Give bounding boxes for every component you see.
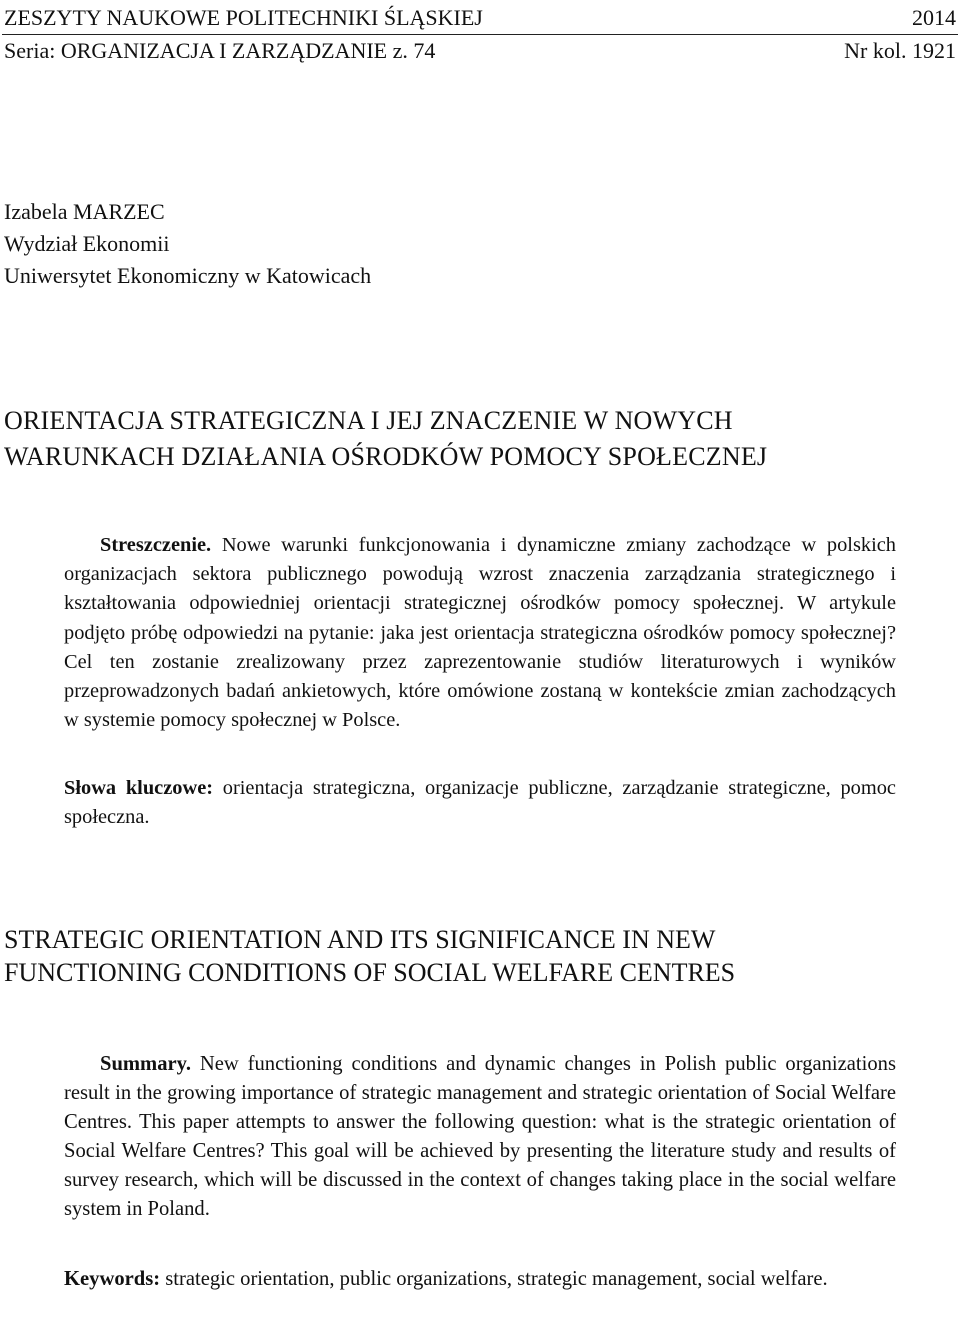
keywords-pl-text: orientacja strategiczna, organizacje publiczne, zarządzanie strategiczne, pomoc społeczna. [64,777,896,829]
journal-year: 2014 [912,5,956,30]
header-divider [2,34,958,35]
abstract-english [64,1050,896,1224]
author-block [4,196,371,292]
author-university: Uniwersytet Ekonomiczny w Katowicach [4,263,372,288]
keywords-english [64,1265,896,1294]
title-pl-line-2: WARUNKACH DZIAŁANIA OŚRODKÓW POMOCY SPOŁECZNEJ [4,442,768,471]
abstract-polish [64,531,896,735]
article-title-polish [4,403,767,475]
series-header [4,37,956,65]
keywords-en-text: strategic orientation, public organizations, strategic management, social welfare. [160,1268,828,1290]
title-pl-line-1: ORIENTACJA STRATEGICZNA I JEJ ZNACZENIE W NOWYCH [4,406,733,435]
abstract-en-text: New functioning conditions and dynamic changes in Polish public organizations result in the growing importance of strategic management and strategic orientation of Social Welfare Centres. This paper attempts to answer the following question: what is the strategic orientation of Social Welfare Centres? This goal will be achieved by presenting the literature study and results of survey research, which will be discussed in the context of changes taking place in the social welfare system in Poland. [64,1053,896,1220]
series-info: Seria: ORGANIZACJA I ZARZĄDZANIE z. 74 [4,38,436,63]
title-en-line-1: STRATEGIC ORIENTATION AND ITS SIGNIFICANCE IN NEW [4,925,716,954]
keywords-pl-label: Słowa kluczowe: [64,777,214,799]
keywords-en-label: Keywords: [64,1268,161,1290]
keywords-polish [64,774,896,832]
title-en-line-2: FUNCTIONING CONDITIONS OF SOCIAL WELFARE CENTRES [4,958,736,987]
journal-header [4,4,956,32]
abstract-pl-label: Streszczenie. [100,534,212,556]
article-title-english [4,923,735,989]
author-faculty: Wydział Ekonomii [4,231,170,256]
author-name: Izabela MARZEC [4,199,165,224]
issue-number: Nr kol. 1921 [844,38,956,63]
abstract-en-label: Summary. [100,1053,191,1075]
journal-name: ZESZYTY NAUKOWE POLITECHNIKI ŚLĄSKIEJ [4,5,483,30]
abstract-pl-text: Nowe warunki funkcjonowania i dynamiczne zmiany zachodzące w polskich organizacjach sektora publicznego powodują wzrost znaczenia zarządzania strategicznego i kształtowania odpowiedniej orientacji strategicznej ośrodków pomocy społecznej. W artykule podjęto próbę odpowiedzi na pytanie: jaka jest orientacja strategiczna ośrodków pomocy społecznej? Cel ten zostanie zrealizowany przez zaprezentowanie studiów literaturowych i wyników przeprowadzonych badań ankietowych, które omówione zostaną w kontekście zmian zachodzących w systemie pomocy społecznej w Polsce. [64,534,896,732]
